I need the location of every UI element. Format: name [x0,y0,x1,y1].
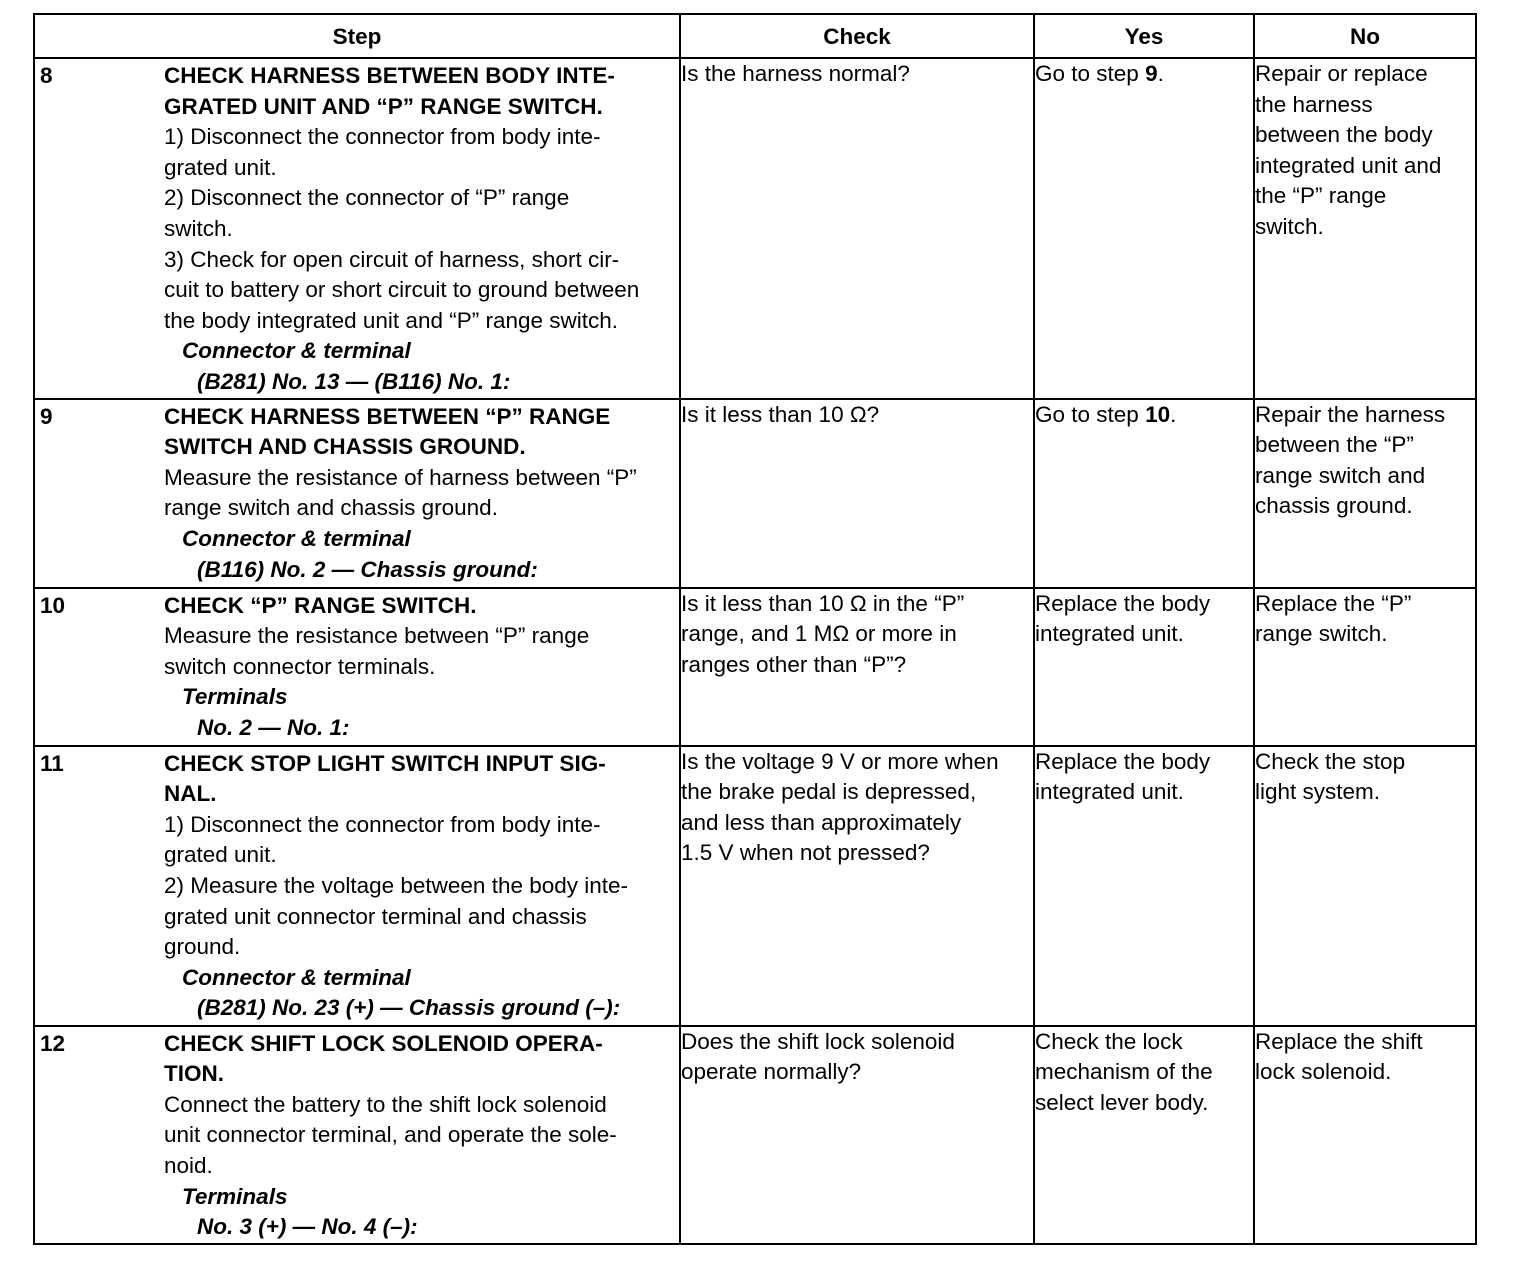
diagnostic-table [33,13,1477,1245]
yes-cell [1034,588,1254,746]
no-text: the “P” range [1255,183,1387,209]
step-text: noid. [164,1152,213,1178]
yes-step-ref: 10 [1145,401,1171,427]
step-text: Measure the resistance of harness between “P” [164,464,637,490]
header-row [34,14,1476,58]
table-row [34,746,1476,1026]
no-text: integrated unit and [1255,152,1442,178]
step-text: grated unit connector terminal and chassis [164,903,587,929]
no-text: lock solenoid. [1255,1059,1392,1085]
step-text: Connect the battery to the shift lock solenoid [164,1091,607,1117]
step-text: 2) Measure the voltage between the body inte- [164,872,629,898]
check-cell [680,588,1034,746]
yes-cell [1034,58,1254,399]
step-text: cuit to battery or short circuit to ground between [164,277,640,303]
no-text: range switch. [1255,621,1388,647]
header-check: Check [680,14,1034,58]
step-text: unit connector terminal, and operate the sole- [164,1122,617,1148]
terminal-value: (B281) No. 23 (+) — Chassis ground (–): [197,995,621,1021]
terminal-value: (B116) No. 2 — Chassis ground: [197,556,538,582]
step-title: NAL. [164,781,217,807]
no-text: Repair or replace [1255,61,1428,86]
step-cell [34,746,680,1026]
terminal-value: No. 2 — No. 1: [197,714,350,740]
no-text: Repair the harness [1255,401,1446,427]
yes-text: Go to step [1035,61,1146,86]
check-cell [680,58,1034,399]
table-row [34,58,1476,399]
check-text: Does the shift lock solenoid [681,1028,955,1054]
yes-text: select lever body. [1035,1089,1209,1115]
step-text: ground. [164,934,241,960]
yes-suffix: . [1170,401,1177,427]
terminal-label: Terminals [182,1183,288,1209]
step-text: 1) Disconnect the connector from body inte- [164,811,601,837]
step-title: TION. [164,1061,224,1087]
step-text: range switch and chassis ground. [164,495,498,521]
table-row [34,1026,1476,1244]
no-text: Check the stop [1255,748,1406,774]
terminal-label: Connector & terminal [182,338,411,364]
check-text: operate normally? [681,1059,862,1085]
step-title: CHECK SHIFT LOCK SOLENOID OPERA- [164,1030,603,1056]
yes-text: integrated unit. [1035,621,1184,647]
no-cell [1254,1026,1476,1244]
step-number: 11 [40,750,64,776]
step-text: switch connector terminals. [164,653,436,679]
no-cell [1254,58,1476,399]
step-title: CHECK STOP LIGHT SWITCH INPUT SIG- [164,750,606,776]
header-step: Step [34,14,680,58]
step-cell [34,1026,680,1244]
yes-cell [1034,746,1254,1026]
step-number: 8 [40,63,53,88]
step-cell [34,588,680,746]
yes-text: integrated unit. [1035,779,1184,805]
step-title: CHECK HARNESS BETWEEN BODY INTE- [164,63,615,88]
step-text: 1) Disconnect the connector from body inte- [164,124,601,150]
check-text: Is it less than 10 Ω in the “P” [681,590,965,616]
step-text: Measure the resistance between “P” range [164,623,590,649]
yes-text: Replace the body [1035,748,1211,774]
step-text: the body integrated unit and “P” range switch. [164,307,619,333]
check-cell [680,746,1034,1026]
yes-text: Go to step [1035,401,1146,427]
step-title: GRATED UNIT AND “P” RANGE SWITCH. [164,93,603,119]
no-text: between the body [1255,122,1433,148]
step-title: CHECK “P” RANGE SWITCH. [164,592,477,618]
check-text: 1.5 V when not pressed? [681,840,930,866]
no-text: Replace the “P” [1255,590,1412,616]
check-text: the brake pedal is depressed, [681,779,977,805]
check-text: Is the harness normal? [681,61,910,86]
check-text: Is the voltage 9 V or more when [681,748,999,774]
no-cell [1254,399,1476,588]
header-no: No [1254,14,1476,58]
step-cell [34,399,680,588]
step-number: 12 [40,1030,66,1056]
terminal-label: Connector & terminal [182,525,411,551]
no-text: between the “P” [1255,432,1414,458]
terminal-value: (B281) No. 13 — (B116) No. 1: [197,368,511,394]
no-cell [1254,588,1476,746]
yes-step-ref: 9 [1145,61,1158,86]
check-cell [680,399,1034,588]
yes-text: Replace the body [1035,590,1211,616]
step-title: CHECK HARNESS BETWEEN “P” RANGE [164,403,611,429]
step-text: grated unit. [164,842,277,868]
no-text: chassis ground. [1255,493,1413,519]
step-cell [34,58,680,399]
check-text: range, and 1 MΩ or more in [681,621,957,647]
check-text: ranges other than “P”? [681,651,907,677]
header-yes: Yes [1034,14,1254,58]
yes-cell [1034,399,1254,588]
check-text: and less than approximately [681,809,962,835]
check-cell [680,1026,1034,1244]
yes-text: Check the lock [1035,1028,1183,1054]
step-text: grated unit. [164,154,277,180]
no-text: the harness [1255,91,1373,117]
step-title: SWITCH AND CHASSIS GROUND. [164,434,526,460]
yes-suffix: . [1157,61,1164,86]
step-number: 9 [40,403,53,429]
no-text: range switch and [1255,462,1426,488]
table-row [34,399,1476,588]
check-text: Is it less than 10 Ω? [681,401,880,427]
table-row [34,588,1476,746]
yes-cell [1034,1026,1254,1244]
no-text: light system. [1255,779,1381,805]
step-number: 10 [40,592,66,618]
terminal-label: Terminals [182,684,288,710]
terminal-value: No. 3 (+) — No. 4 (–): [197,1214,418,1240]
no-text: Replace the shift [1255,1028,1423,1054]
no-text: switch. [1255,213,1324,239]
step-text: 3) Check for open circuit of harness, short cir- [164,246,620,272]
terminal-label: Connector & terminal [182,964,411,990]
no-cell [1254,746,1476,1026]
step-text: 2) Disconnect the connector of “P” range [164,185,570,211]
yes-text: mechanism of the [1035,1059,1213,1085]
step-text: switch. [164,215,233,241]
